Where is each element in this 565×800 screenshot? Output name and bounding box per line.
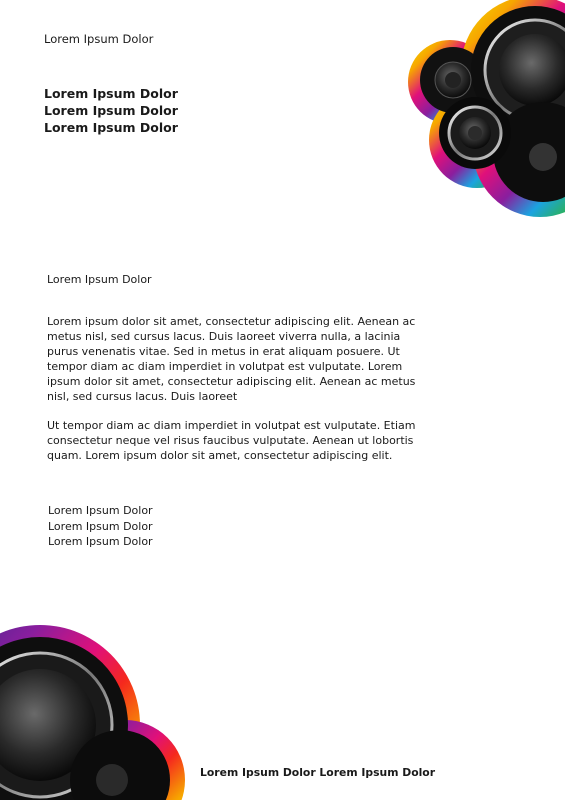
bold-line: Lorem Ipsum Dolor bbox=[44, 120, 178, 135]
footer-text: Lorem Ipsum Dolor Lorem Ipsum Dolor bbox=[200, 766, 436, 779]
speaker-cluster-bottom-icon bbox=[0, 620, 200, 800]
salutation: Lorem Ipsum Dolor bbox=[47, 273, 152, 286]
closing-line: Lorem Ipsum Dolor bbox=[48, 535, 153, 548]
closing-line: Lorem Ipsum Dolor bbox=[48, 519, 153, 533]
bold-address-block bbox=[44, 85, 178, 136]
speaker-center-top bbox=[439, 97, 511, 169]
sender-name: Lorem Ipsum Dolor bbox=[44, 32, 154, 46]
body-paragraph: Lorem ipsum dolor sit amet, consectetur adipiscing elit. Aenean ac metus nisl, sed cursus lacus. Duis laoreet viverra nulla, a lacinia purus venenatis vitae. Sed in metus in erat aliquam posuere. Ut tempor diam ac diam imperdiet in volutpat est vulputate. Lorem ipsum dolor sit amet, consectetur adipiscing elit. Aenean ac metus nisl, sed cursus lacus. Duis laoreet bbox=[47, 315, 416, 403]
closing-line: Lorem Ipsum Dolor bbox=[48, 504, 153, 517]
bold-line: Lorem Ipsum Dolor bbox=[44, 86, 178, 101]
closing-block bbox=[48, 503, 153, 550]
body-paragraph: Ut tempor diam ac diam imperdiet in volutpat est vulputate. Etiam consectetur neque vel risus faucibus vulputate. Aenean ut lobortis quam. Lorem ipsum dolor sit amet, consectetur adipiscing elit. bbox=[47, 419, 416, 462]
bold-line: Lorem Ipsum Dolor bbox=[44, 103, 178, 118]
speaker-cluster-icon bbox=[405, 0, 565, 220]
